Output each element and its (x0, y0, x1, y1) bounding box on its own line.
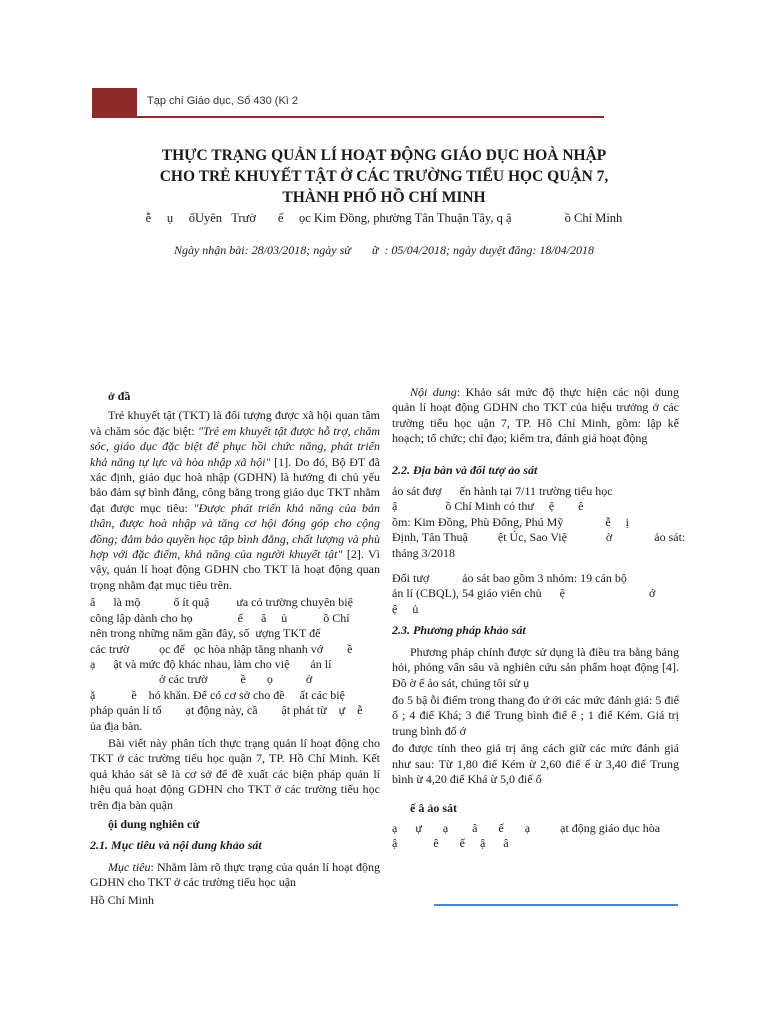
text: Trẻ khuyết tật (TKT) là đối tượng được xã hội quan tâm và chăm sóc đặc biệt: (90, 408, 380, 438)
line: ản lí (CBQL), 54 giáo viên chủ ệ ớ (392, 586, 656, 601)
paragraph (90, 408, 380, 593)
section-heading-intro: ở đầ (108, 389, 131, 403)
section-heading-2: ội dung nghiên cứ (108, 816, 200, 831)
line: nên trong những năm gần đây, số ượng TKT để (90, 626, 321, 641)
paragraph-method-scale: đo 5 bậ ỗi điểm trong thang đo ứ ới các mức đánh giá: 5 điể ố ; 4 điể Khá; 3 điể Trung bình điể ế ; 1 điể Kém. Giá trị trung bình đố ớ (392, 692, 679, 738)
line: ậ ồ Chí Minh có thư ệ ê (392, 499, 584, 514)
header-rule (137, 116, 604, 118)
line: ạ ật và mức độ khác nhau, làm cho việ ản lí (90, 656, 332, 671)
journal-header (92, 88, 604, 118)
author-line: ễ ụ ốUyên Trườ ế ọc Kim Đồng, phường Tân Thuận Tây, q ậ ồ Chí Minh (145, 211, 623, 225)
title-line: THÀNH PHỐ HỒ CHÍ MINH (282, 189, 486, 206)
line: â là mộ ố ít quậ ưa có trường chuyên biệ (90, 595, 353, 610)
section-heading-3: ế â ảo sát (410, 801, 457, 816)
paragraph-location (392, 484, 686, 561)
quote: "Được phát triển khả năng của bản thân, được hoà nhập và tăng cơ hội đóng góp cho cộng đồng; đảm bảo quyền học tập bình đẳng, chất lượng và phù hợp với đặc điểm, khả năng của người khuyết tật" (90, 500, 380, 562)
article-title (100, 145, 668, 208)
line: ảo sát đượ ến hành tại 7/11 trường tiểu học (392, 484, 613, 499)
line: ủa địa bàn. (90, 718, 143, 733)
line: ở các trườ ề ọ ở (90, 672, 313, 687)
text: : Nhằm làm rõ thực trạng của quản lí hoạt động GDHN cho TKT ở các trường tiểu học uận (90, 859, 380, 890)
paragraph-end: Hồ Chí Minh (90, 892, 155, 907)
footer-rule (434, 904, 678, 906)
right-column (392, 385, 686, 854)
goal-label: Mục tiêu (108, 859, 151, 874)
line: công lập dành cho họ ế â ủ ồ Chí (90, 610, 350, 625)
line: ệ ủ (392, 601, 419, 616)
line: ậ ê ế ậ â (392, 836, 509, 851)
quote: "Trẻ em khuyết tật được hỗ trợ, chăm sóc, giáo dục đặc biệt để phục hồi chức năng, phát triển khả năng tự lực và hòa nhập xã hội" (90, 423, 380, 469)
text: : Khảo sát mức độ thực hiện các nội dung quản lí hoạt động GDHN cho TKT của hiệu trưởng ở các trường tiểu học uận 7, TP. Hồ Chí Minh, gồm: lập kế hoạch; tổ chức; chỉ đạo; kiểm tra, đánh giá hoạt động (392, 385, 679, 446)
subsection-heading-2-1: 2.1. Mục tiêu và nội dung khảo sát (90, 838, 262, 853)
paragraph-subjects (392, 571, 679, 617)
header-red-block (92, 88, 137, 118)
paragraph-goal (90, 860, 380, 891)
text: [2]. Vì vậy, quản lí hoạt động GDHN cho TKT là hoạt động quan trọng nhằm đạt mục tiêu trên. (90, 547, 380, 592)
text: [1]. Do đó, Bộ ĐT đã xác định, giáo dục hoà nhập (GDHN) là hướng đi chủ yếu bảo đảm sự bình đẳng, công bằng trong giáo dục TKT nhằm đạt được mục tiêu: (90, 454, 380, 515)
content-label: Nội dung (410, 385, 457, 399)
left-column (90, 385, 380, 910)
paragraph: Bài viết này phân tích thực trạng quản lí hoạt động cho TKT ở các trường tiểu học quận 7, TP. Hồ Chí Minh. Kết quả khảo sát sẽ là cơ sở để đề xuất các biện pháp quản lí hiệu quả hoạt động GDHN cho TKT ở các trường tiểu học trên địa bàn quận (90, 735, 380, 812)
line: ồm: Kim Đồng, Phù Đổng, Phú Mỹ ễ ị (392, 514, 630, 529)
paragraph-fragmented (90, 595, 380, 734)
subsection-heading-2-2: 2.2. Địa bàn và đối tượ ảo sát (392, 462, 538, 477)
title-line: THỰC TRẠNG QUẢN LÍ HOẠT ĐỘNG GIÁO DỤC HOÀ NHẬP (161, 147, 607, 164)
paragraph-method-range: đo được tính theo giá trị ảng cách giữ các mức đánh giá như sau: Từ 1,80 điể Kém ừ 2,60 điể ế ừ 3,40 điể Trung bình ừ 4,20 điể Khá ừ 5,0 điể ố (392, 741, 679, 786)
line: pháp quản lí tố ạt động này, cầ ật phát từ ự ễ (90, 703, 363, 718)
paragraph-method: Phương pháp chính được sử dụng là điều tra bằng bảng hỏi, phỏng vấn sâu và nghiên cứu sản phẩm hoạt động [4]. Đồ ờ ế ảo sát, chúng tôi sử ụ (392, 644, 679, 690)
line: ạ ự ạ â ế ạ ạt động giáo dục hòa (392, 820, 661, 835)
title-line: CHO TRẺ KHUYẾT TẬT Ở CÁC TRƯỜNG TIỂU HỌC QUẬN 7, (159, 168, 609, 185)
journal-name: Tạp chí Giáo dục, Số 430 (Kì 2 (147, 95, 299, 107)
line: Định, Tân Thuậ ệt Úc, Sao Việ ờ ảo sát: (392, 530, 686, 545)
paragraph-content (392, 385, 679, 447)
line: các trườ ọc để ọc hòa nhập tăng nhanh vớ ề (90, 641, 353, 656)
subsection-heading-2-3: 2.3. Phương pháp khảo sát (392, 623, 526, 638)
line: ặ ề hó khăn. Để có cơ sở cho đề ất các biệ (90, 687, 345, 702)
line: Đối tượ ảo sát bao gồm 3 nhóm: 19 cán bộ (392, 571, 627, 586)
date-line: Ngày nhận bài: 28/03/2018; ngày sử ữ : 05/04/2018; ngày duyệt đăng: 18/04/2018 (173, 243, 595, 257)
line: tháng 3/2018 (392, 545, 455, 560)
heading-3-1-line (392, 821, 679, 852)
